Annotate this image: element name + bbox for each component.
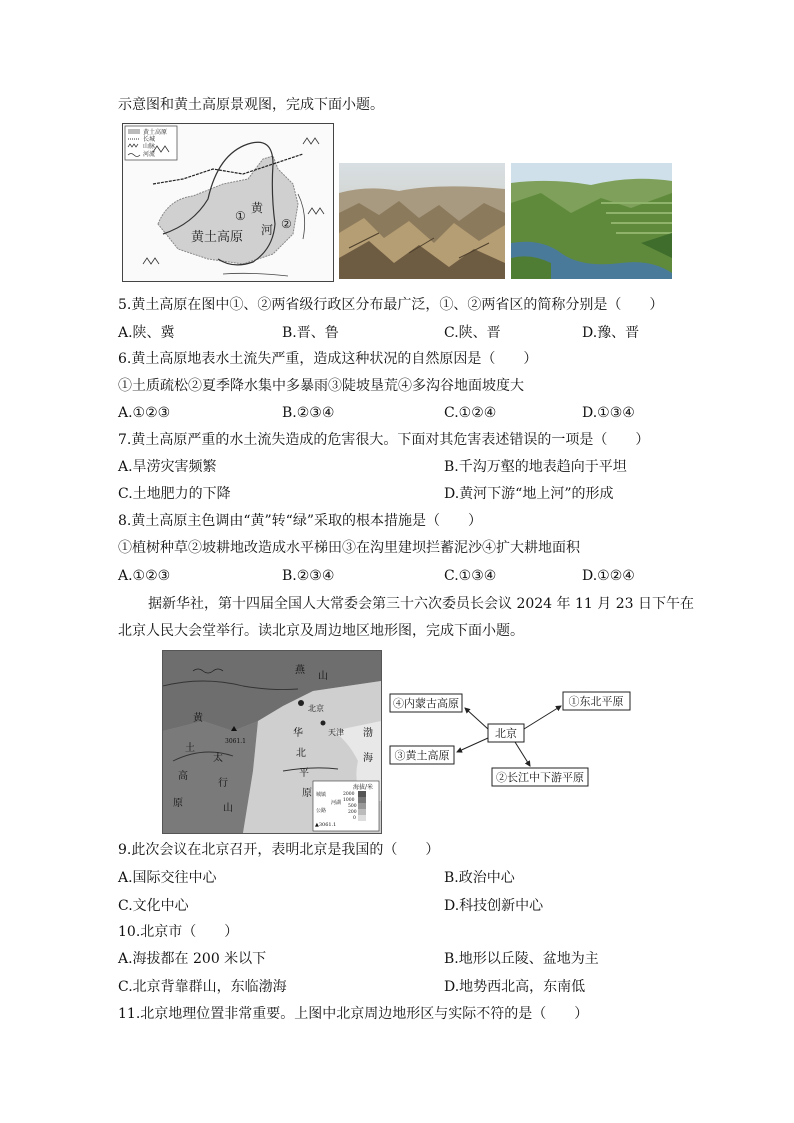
q6-option-b[interactable]: B.②③④ (282, 405, 335, 421)
q8-option-b[interactable]: B.②③④ (282, 568, 335, 584)
q6-option-a[interactable]: A.①②③ (118, 405, 171, 421)
map2-label-yuan-1: 原 (302, 788, 312, 799)
q9-stem: 9.此次会议在北京召开，表明北京是我国的（ ） (118, 842, 440, 858)
map2-label-hai: 海 (363, 753, 373, 764)
q5-stem: 5.黄土高原在图中①、②两省级行政区分布最广泛，①、②两省区的简称分别是（ ） (118, 297, 664, 313)
map1-legend-2: 长城 (143, 136, 156, 143)
map2-legend-title: 海拔/米 (353, 784, 374, 791)
q10-option-a[interactable]: A.海拔都在 200 米以下 (118, 951, 267, 967)
map1-region-label: 黄土高原 (191, 230, 244, 245)
beijing-terrain-map (162, 650, 382, 834)
map2-label-tu: 土 (185, 743, 195, 754)
intro-text-1: 示意图和黄土高原景观图，完成下面小题。 (118, 97, 384, 113)
q6-option-c[interactable]: C.①②④ (444, 405, 497, 421)
map2-label-bo: 渤 (363, 728, 373, 739)
q5-option-a[interactable]: A.陕、冀 (118, 325, 175, 341)
map2-label-hang: 行 (218, 778, 228, 789)
q10-option-d[interactable]: D.地势西北高，东南低 (444, 979, 586, 995)
intro-text-2b: 北京人民大会堂举行。读北京及周边地区地形图，完成下面小题。 (118, 623, 524, 639)
map2-legend-level-3: 500 (348, 804, 357, 809)
map2-legend-level-1: 2000 (343, 792, 355, 797)
q9-option-c[interactable]: C.文化中心 (118, 898, 189, 914)
q6-items: ①土质疏松②夏季降水集中多暴雨③陡坡垦荒④多沟谷地面坡度大 (118, 378, 524, 394)
q9-option-d[interactable]: D.科技创新中心 (444, 898, 544, 914)
map2-legend-level-5: 0 (353, 816, 356, 821)
map2-legend-item-1: 城镇 (316, 792, 327, 798)
q8-option-c[interactable]: C.①③④ (444, 568, 497, 584)
q8-option-d[interactable]: D.①②④ (582, 568, 635, 584)
diagram-node-4: ④内蒙古高原 (393, 697, 459, 710)
loess-landscape-photo (339, 163, 505, 279)
map2-legend-item-2: 河湖 (331, 800, 342, 806)
q7-stem: 7.黄土高原严重的水土流失造成的危害很大。下面对其危害表述错误的一项是（ ） (118, 432, 650, 448)
map1-legend-4: 河流 (143, 151, 156, 158)
map2-label-shan-1: 山 (318, 671, 328, 682)
green-valley-photo (511, 163, 672, 279)
q5-option-c[interactable]: C.陕、晋 (444, 325, 501, 341)
map1-legend-1: 黄土高原 (143, 129, 168, 136)
map2-legend-level-4: 200 (348, 810, 357, 815)
diagram-node-2: ②长江中下游平原 (496, 771, 584, 784)
map2-legend-item-3: 公路 (316, 808, 327, 814)
map2-label-yuan-2: 原 (173, 798, 183, 809)
map2-label-yan: 燕 (295, 665, 305, 676)
q7-option-d[interactable]: D.黄河下游“地上河”的形成 (444, 486, 614, 502)
q7-option-b[interactable]: B.千沟万壑的地表趋向于平坦 (444, 459, 627, 475)
map1-legend-3: 山脉 (143, 143, 156, 150)
map1-river-label-2: 河 (261, 223, 274, 237)
q5-option-b[interactable]: B.晋、鲁 (282, 325, 339, 341)
q9-option-b[interactable]: B.政治中心 (444, 870, 515, 886)
intro-text-2a: 据新华社，第十四届全国人大常委会第三十六次委员长会议 2024 年 11 月 23 日下午在 (148, 596, 694, 612)
q11-stem: 11.北京地理位置非常重要。上图中北京周边地形区与实际不符的是（ ） (118, 1006, 589, 1022)
q8-stem: 8.黄土高原主色调由“黄”转“绿”采取的根本措施是（ ） (118, 513, 482, 529)
q7-option-c[interactable]: C.土地肥力的下降 (118, 486, 231, 502)
q7-option-a[interactable]: A.旱涝灾害频繁 (118, 459, 217, 475)
map2-legend-level-2: 1000 (343, 798, 355, 803)
map2-label-beijing: 北京 (308, 704, 324, 713)
map1-mark-2: ② (281, 217, 292, 231)
map1-river-label-1: 黄 (251, 201, 264, 215)
diagram-node-1: ①东北平原 (568, 695, 624, 708)
q6-option-d[interactable]: D.①③④ (582, 405, 635, 421)
q10-stem: 10.北京市（ ） (118, 924, 239, 940)
map2-label-tai: 太 (213, 753, 223, 764)
map2-label-bei: 北 (296, 748, 306, 759)
map2-label-gao: 高 (178, 771, 188, 782)
map2-legend-peak: ▲3061.1 (315, 822, 337, 828)
q10-option-b[interactable]: B.地形以丘陵、盆地为主 (444, 951, 599, 967)
q5-option-d[interactable]: D.豫、晋 (582, 325, 640, 341)
beijing-region-diagram (385, 684, 635, 794)
loess-plateau-map (122, 123, 334, 282)
map2-label-huang: 黄 (193, 713, 203, 724)
map1-mark-1: ① (235, 209, 246, 223)
q10-option-c[interactable]: C.北京背靠群山，东临渤海 (118, 979, 287, 995)
map2-label-hua: 华 (293, 728, 303, 739)
map2-label-ping: 平 (299, 768, 309, 779)
diagram-node-3: ③黄土高原 (394, 749, 450, 762)
map2-label-tianjin: 天津 (328, 728, 344, 737)
map2-label-shan-2: 山 (223, 803, 233, 814)
diagram-center: 北京 (495, 727, 517, 740)
q8-items: ①植树种草②坡耕地改造成水平梯田③在沟里建坝拦蓄泥沙④扩大耕地面积 (118, 540, 580, 556)
map2-peak-label: 3061.1 (225, 738, 246, 745)
q9-option-a[interactable]: A.国际交往中心 (118, 870, 217, 886)
q6-stem: 6.黄土高原地表水土流失严重，造成这种状况的自然原因是（ ） (118, 351, 538, 367)
q8-option-a[interactable]: A.①②③ (118, 568, 171, 584)
